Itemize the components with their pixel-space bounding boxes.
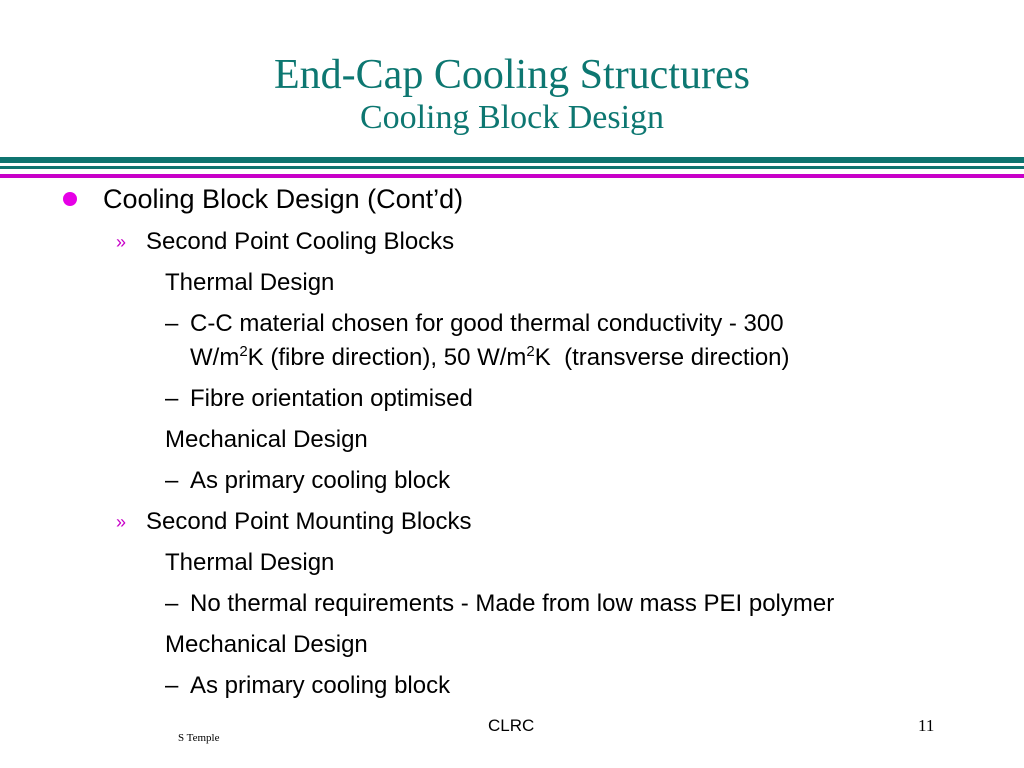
divider-teal-thick (0, 157, 1024, 163)
slide-subtitle: Cooling Block Design (359, 99, 665, 136)
bullet-dot-icon (63, 192, 77, 206)
section-cooling-blocks: Second Point Cooling Blocks (146, 228, 455, 255)
divider-magenta (0, 174, 1024, 178)
chevron-icon: » (116, 232, 127, 252)
title-block (0, 52, 1024, 138)
page-number: 11 (918, 716, 935, 735)
heading-mechanical-design: Mechanical Design (165, 426, 368, 453)
heading-thermal-design: Thermal Design (165, 269, 335, 296)
item-cc-material-line1: C-C material chosen for good thermal conductivity - 300 (190, 310, 784, 337)
section-mounting-blocks: Second Point Mounting Blocks (146, 508, 472, 535)
dash-icon: – (165, 672, 179, 699)
footer-org: CLRC (488, 716, 535, 735)
dash-icon: – (165, 467, 179, 494)
dash-icon: – (165, 590, 179, 617)
divider-teal-thin (0, 166, 1024, 169)
bullet-cooling-block-design: Cooling Block Design (Cont’d) (103, 184, 464, 214)
dash-icon: – (165, 385, 179, 412)
dash-icon: – (165, 310, 179, 337)
item-no-thermal-requirements: No thermal requirements - Made from low mass PEI polymer (190, 590, 835, 617)
item-fibre-orientation: Fibre orientation optimised (190, 385, 473, 412)
chevron-icon: » (116, 512, 127, 532)
slide-title: End-Cap Cooling Structures (274, 52, 750, 98)
footer-author: S Temple (178, 732, 220, 744)
item-primary-cooling-block: As primary cooling block (190, 672, 451, 699)
heading-mechanical-design: Mechanical Design (165, 631, 368, 658)
item-primary-cooling-block: As primary cooling block (190, 467, 451, 494)
item-cc-material-line2: $W/m^2K$ (fibre direction), 50 $W/m^2K$ (transverse direction) (190, 343, 790, 371)
heading-thermal-design: Thermal Design (165, 549, 335, 576)
